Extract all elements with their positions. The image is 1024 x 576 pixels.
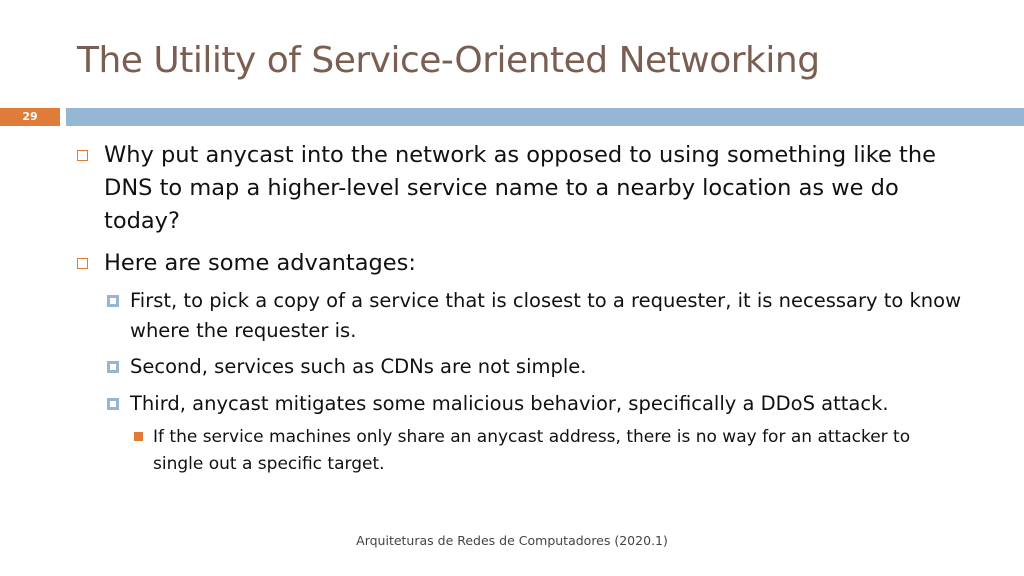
sub-sub-bullet-item [153,424,933,478]
slide-title: The Utility of Service-Oriented Networking [77,40,820,81]
hollow-square-bullet-icon [77,150,88,161]
blue-square-bullet-icon [107,398,119,410]
header-bar [66,108,1024,126]
slide-number: 29 [0,108,60,126]
blue-square-bullet-icon [107,295,119,307]
hollow-square-bullet-icon [77,258,88,269]
bullet-text: If the service machines only share an anycast address, there is no way for an attacker to single out a specific target. [153,427,911,474]
bullet-item [104,247,974,280]
bullet-text: Why put anycast into the network as opposed to using something like the DNS to map a higher-level service name to a nearby location as we do today? [104,142,936,234]
bullet-text: Second, services such as CDNs are not simple. [130,355,587,378]
blue-square-bullet-icon [107,361,119,373]
sub-bullet-item [130,389,990,419]
bullet-text: Third, anycast mitigates some malicious behavior, specifically a DDoS attack. [130,392,889,415]
bullet-text: Here are some advantages: [104,250,416,276]
orange-square-bullet-icon [134,432,143,441]
sub-bullet-item [130,286,990,346]
bullet-text: First, to pick a copy of a service that is closest to a requester, it is necessary to know where the requester is. [130,289,962,342]
footer: Arquiteturas de Redes de Computadores (2020.1) [356,533,668,548]
sub-bullet-item [130,352,990,382]
bullet-item [104,139,974,238]
